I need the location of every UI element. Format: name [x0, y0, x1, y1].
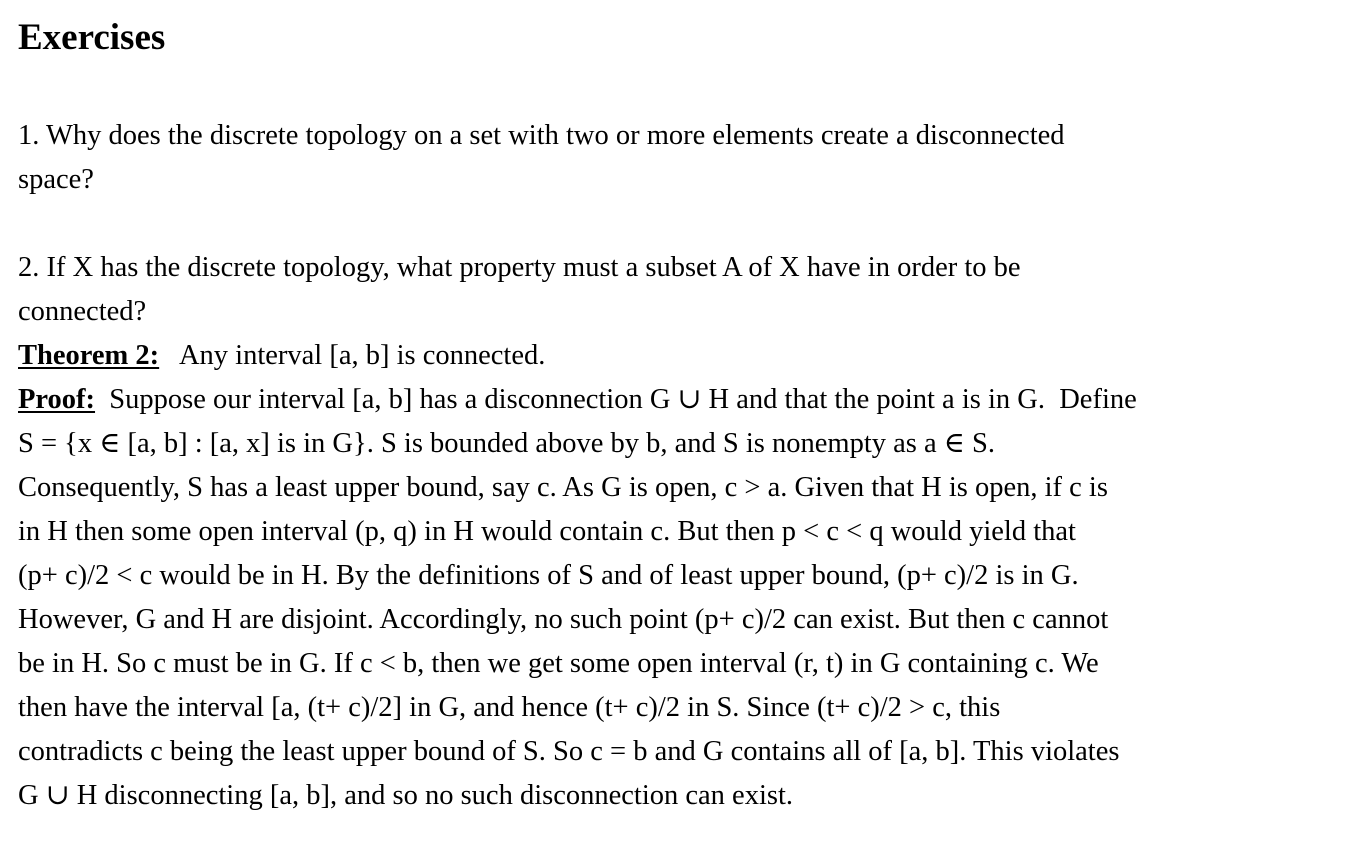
- theorem-line: [18, 334, 1348, 378]
- proof-line: Consequently, S has a least upper bound, say c. As G is open, c > a. Given that H is open, if c is: [18, 472, 1108, 503]
- exercise-1-line: space?: [18, 164, 94, 195]
- proof-line: contradicts c being the least upper bound of S. So c = b and G contains all of [a, b]. This violates: [18, 736, 1120, 767]
- theorem-statement: [18, 334, 1348, 378]
- page-title: Exercises: [18, 17, 166, 58]
- proof-line: However, G and H are disjoint. Accordingly, no such point (p+ c)/2 can exist. But then c cannot: [18, 604, 1109, 635]
- proof-line: S = {x ∈ [a, b] : [a, x] is in G}. S is bounded above by b, and S is nonempty as a ∈ S.: [18, 428, 995, 459]
- theorem-label: Theorem 2:: [18, 340, 160, 371]
- exercise-2-line: 2. If X has the discrete topology, what property must a subset A of X have in order to be: [18, 252, 1021, 283]
- proof-label: Proof:: [18, 384, 96, 415]
- exercise-1: [18, 114, 1348, 202]
- proof-line: [18, 378, 1348, 422]
- theorem-text: Any interval [a, b] is connected.: [159, 340, 546, 371]
- proof-line: in H then some open interval (p, q) in H would contain c. But then p < c < q would yield that: [18, 516, 1076, 547]
- exercise-2: [18, 246, 1348, 334]
- proof-line: G ∪ H disconnecting [a, b], and so no such disconnection can exist.: [18, 780, 793, 811]
- proof-body: [18, 378, 1348, 818]
- proof-line: be in H. So c must be in G. If c < b, then we get some open interval (r, t) in G containing c. We: [18, 648, 1099, 679]
- exercise-2-line: connected?: [18, 296, 147, 327]
- proof-line: (p+ c)/2 < c would be in H. By the definitions of S and of least upper bound, (p+ c)/2 is in G.: [18, 560, 1079, 591]
- document-page: [18, 14, 1348, 818]
- exercise-1-line: 1. Why does the discrete topology on a set with two or more elements create a disconnected: [18, 120, 1065, 151]
- proof-first-line: Suppose our interval [a, b] has a disconnection G ∪ H and that the point a is in G. Define: [95, 384, 1137, 415]
- proof-line: then have the interval [a, (t+ c)/2] in G, and hence (t+ c)/2 in S. Since (t+ c)/2 > c, this: [18, 692, 1001, 723]
